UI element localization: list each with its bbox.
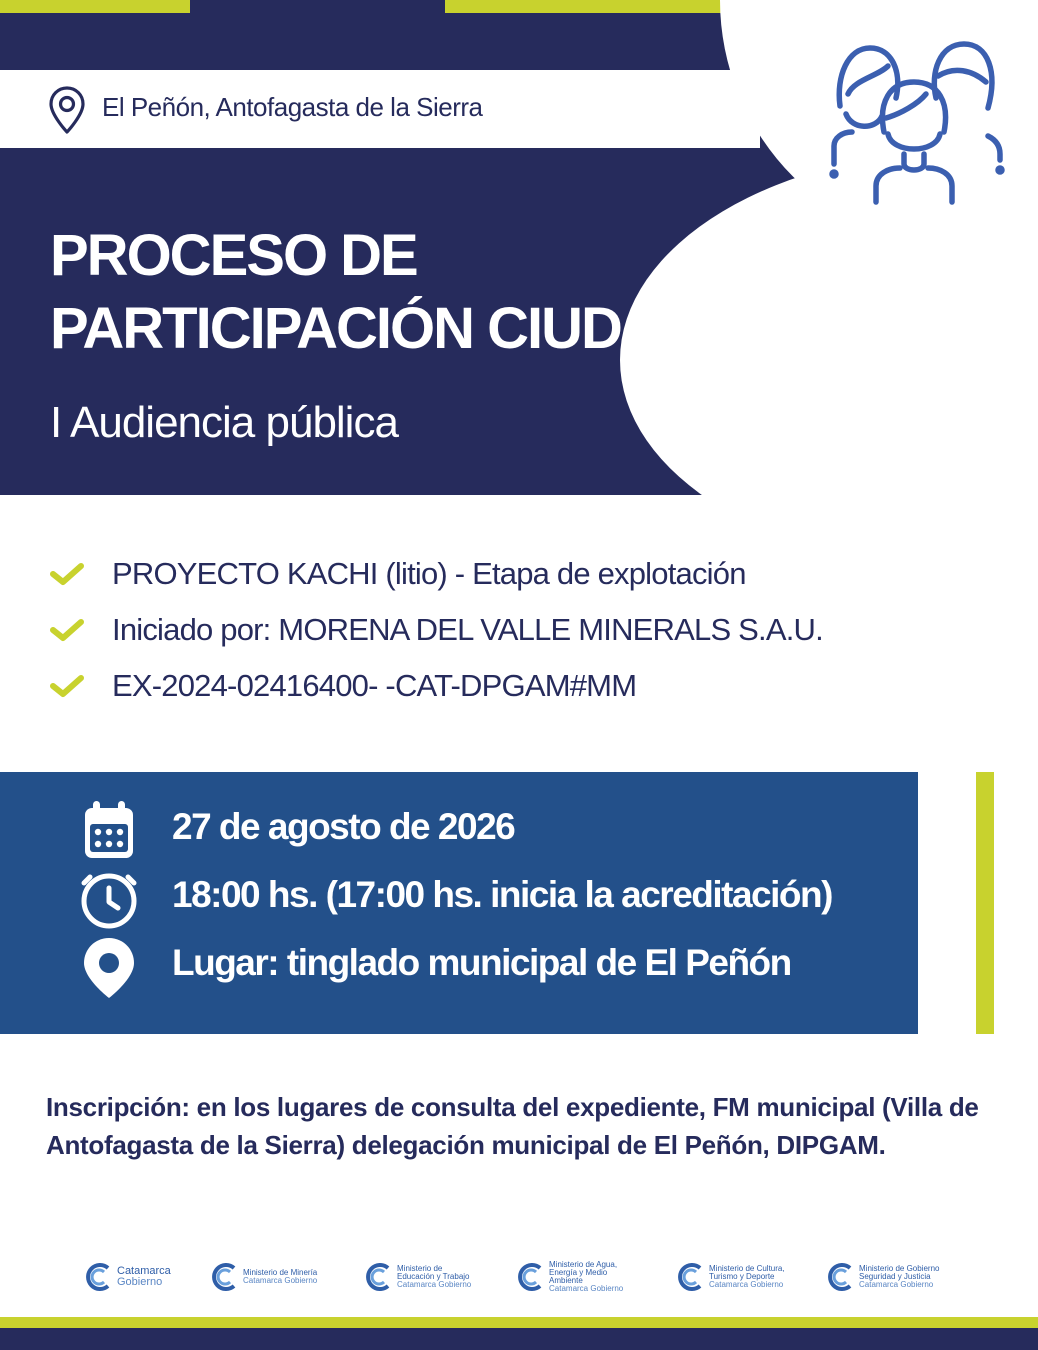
top-accent-bar-left [0,0,190,13]
footer-accent-bar [0,1317,1038,1328]
event-time: 18:00 hs. (17:00 hs. inicia la acreditación) [172,874,832,915]
location-pin-icon [48,85,86,135]
people-group-icon [826,36,1006,208]
check-icon [50,618,84,644]
check-icon [50,562,84,588]
logo-line-1: Ministerio de Educación y Trabajo [397,1264,470,1281]
inscription-text: Inscripción: en los lugares de consulta del expediente, FM municipal (Villa de Antofagasta de la Sierra) delegación municipal de El Peñón, DIPGAM. [46,1092,979,1160]
detail-text: Iniciado por: MORENA DEL VALLE MINERALS S.A.U. [112,612,823,647]
logo-line-2: Catamarca Gobierno [549,1284,624,1293]
catamarca-logo-icon [826,1262,856,1292]
detail-text: EX-2024-02416400- -CAT-DPGAM#MM [112,668,637,703]
catamarca-logo-icon [364,1262,394,1292]
clock-icon [78,868,140,930]
detail-text: PROYECTO KACHI (litio) - Etapa de explotación [112,556,746,591]
logo-line-1: Ministerio de Minería [243,1268,318,1277]
catamarca-logo-icon [210,1262,240,1292]
logo-ministerio-educacion [364,1260,472,1294]
event-place: Lugar: tinglado municipal de El Peñón [172,942,791,983]
logo-line-1: Ministerio de Gobierno Seguridad y Justicia [859,1264,940,1281]
location-text: El Peñón, Antofagasta de la Sierra [102,92,483,122]
catamarca-logo-icon [84,1262,114,1292]
logo-ministerio-mineria [210,1260,323,1294]
page-title-line-2: PARTICIPACIÓN CIUDADANA [50,296,821,361]
catamarca-logo-icon [676,1262,706,1292]
logo-ministerio-cultura [676,1260,787,1294]
check-icon [50,674,84,700]
logo-line-2: Catamarca Gobierno [859,1280,934,1289]
catamarca-logo-icon [516,1262,546,1292]
page-subtitle: I Audiencia pública [50,398,398,447]
event-date: 27 de agosto de 2026 [172,806,515,847]
logo-line-2: Catamarca Gobierno [397,1280,472,1289]
calendar-icon [78,800,140,862]
event-accent-bar [976,772,994,1034]
page-title-line-1: PROCESO DE [50,223,417,288]
footer-band [0,1328,1038,1350]
logo-line-1: Ministerio de Cultura, Turismo y Deporte [709,1264,785,1281]
logo-line-2: Gobierno [117,1276,163,1288]
top-accent-bar-middle [445,0,745,13]
logo-line-1: Catamarca [117,1265,171,1277]
logo-catamarca-gobierno [84,1260,171,1294]
logo-line-2: Catamarca Gobierno [709,1280,784,1289]
logo-line-1: Ministerio de Agua, Energía y Medio Ambiente [549,1260,618,1285]
logo-ministerio-gobierno [826,1260,943,1294]
map-pin-icon [78,936,140,998]
logo-ministerio-agua [516,1260,637,1294]
logo-line-2: Catamarca Gobierno [243,1276,318,1285]
